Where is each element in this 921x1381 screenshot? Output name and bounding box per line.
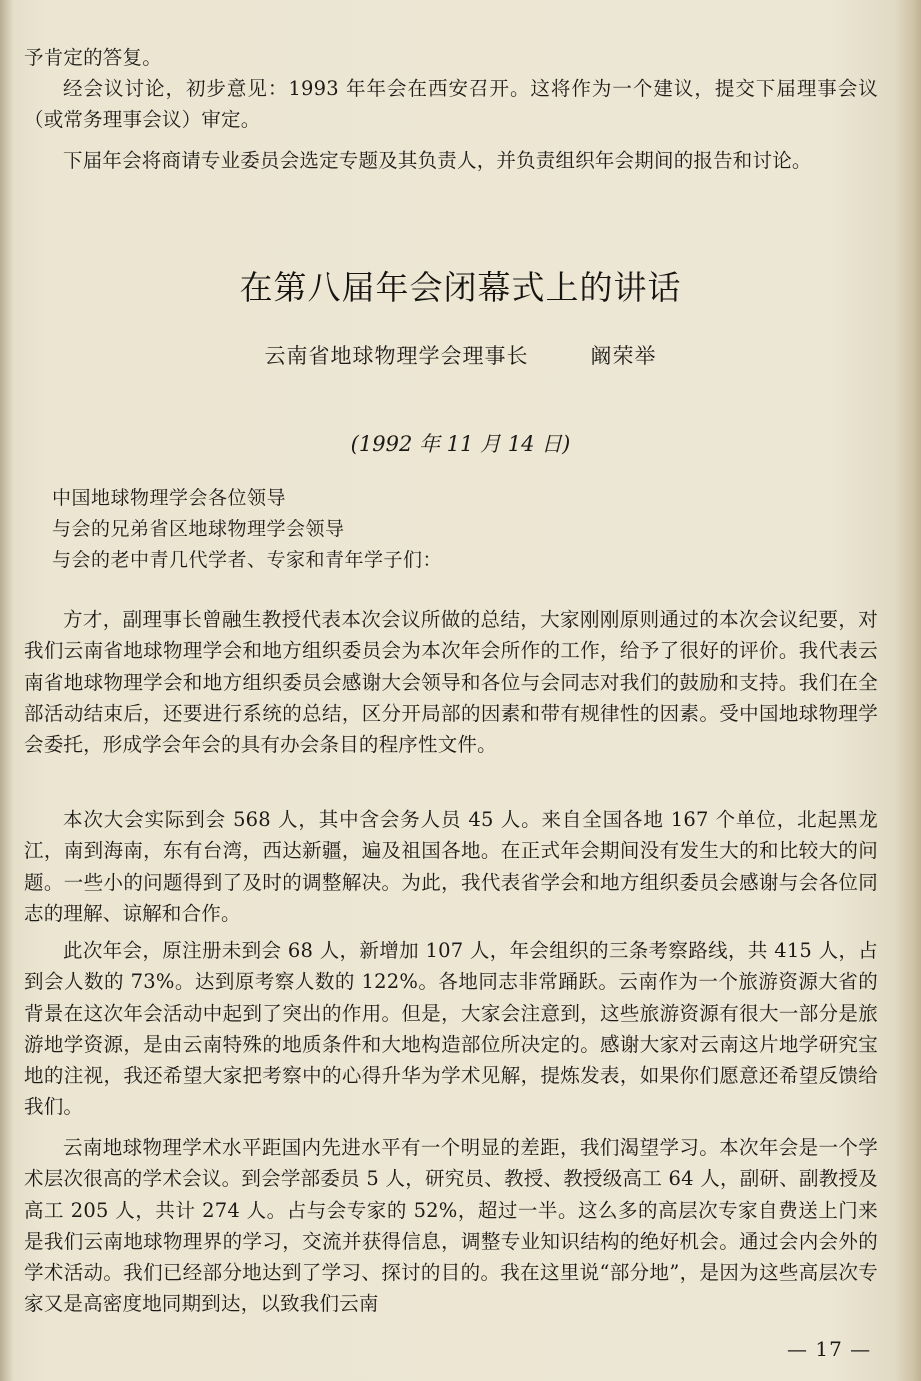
body-paragraph: 方才，副理事长曾融生教授代表本次会议所做的总结，大家刚刚原则通过的本次会议纪要，对我们云南省地球物理学会和地方组织委员会为本次年会所作的工作，给予了很好的评价。我代表云南省地球物理学会和地方组织委员会感谢大会领导和各位与会同志对我们的鼓励和支持。我们在全部活动结束后，还要进行系统的总结，区分开局部的因素和带有规律性的因素。受中国地球物理学会委托，形成学会年会的具有办会条目的程序性文件。 [24,608,878,757]
next-meeting-paragraph: 下届年会将商请专业委员会选定专题及其负责人，并负责组织年会期间的报告和讨论。 [63,149,812,172]
body-paragraph: 此次年会，原注册未到会 68 人，新增加 107 人，年会组织的三条考察路线，共 415 人，占到会人数的 73%。达到原考察人数的 122%。各地同志非常踊跃。云南作为一个旅游资源大省的背景在这次年会活动中起到了突出的作用。但是，大家会注意到，这些旅游资源有很大一部分是旅游地学资源，是由云南特殊的地质条件和大地构造部位所决定的。感谢大家对云南这片地学研究宝地的注视，我还希望大家把考察中的心得升华为学术见解，提炼发表，如果你们愿意还希望反馈给我们。 [24,939,878,1119]
meeting-proposal-paragraph: 经会议讨论，初步意见：1993 年年会在西安召开。这将作为一个建议，提交下届理事会议（或常务理事会议）审定。 [24,77,878,132]
body-paragraph: 云南地球物理学术水平距国内先进水平有一个明显的差距，我们渴望学习。本次年会是一个学术层次很高的学术会议。到会学部委员 5 人，研究员、教授、教授级高工 64 人，副研、副教授及高工 205 人，共计 274 人。占与会专家的 52%，超过一半。这么多的高层次专家自费送上门来是我们云南地球物理界的学习，交流并获得信息，调整专业知识结构的绝好机会。通过会内会外的学术活动。我们已经部分地达到了学习、探讨的目的。我在这里说“部分地”，是因为这些高层次专家又是高密度地同期到达，以致我们云南 [24,1136,878,1316]
continuation-paragraph: 予肯定的答复。 [24,46,162,69]
byline [0,340,921,370]
author-name: 阚荣举 [590,344,657,368]
page-number: — 17 — [787,1337,872,1361]
body-paragraph: 本次大会实际到会 568 人，其中含会务人员 45 人。来自全国各地 167 个单位，北起黑龙江，南到海南，东有台湾，西达新疆，遍及祖国各地。在正式年会期间没有发生大的和比较大的问题。一些小的问题得到了及时的调整解决。为此，我代表省学会和地方组织委员会感谢与会各位同志的理解、谅解和合作。 [24,808,878,925]
salutation-line: 中国地球物理学会各位领导 [52,487,287,509]
article-title: 在第八届年会闭幕式上的讲话 [239,268,682,307]
speech-date: (1992 年 11 月 14 日) [350,432,571,456]
page-edge-shadow [895,0,921,1381]
page-binding-shadow [0,0,14,1381]
salutation-line: 与会的兄弟省区地球物理学会领导 [52,518,345,540]
salutation-line: 与会的老中青几代学者、专家和青年学子们： [52,549,443,571]
author-affiliation: 云南省地球物理学会理事长 [264,344,529,368]
